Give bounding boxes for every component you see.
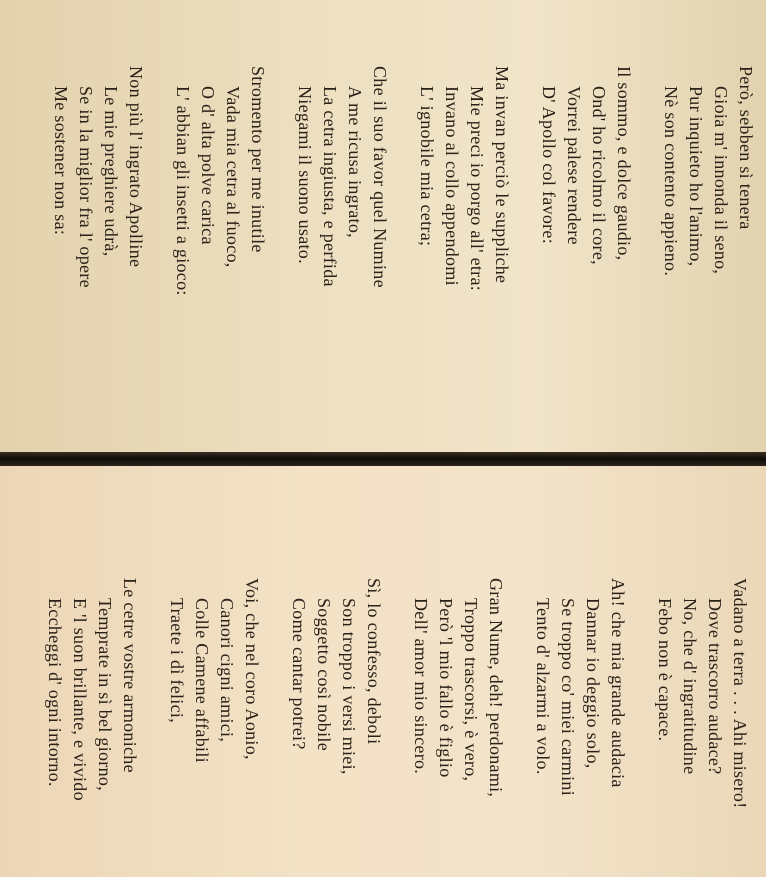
verse-line: Me sostener non sa: [51, 86, 71, 236]
stanza-gap [514, 66, 536, 296]
verse-line: Canori cigni amici, [217, 598, 237, 743]
verse-line: Se in la miglior fra l' opere [76, 86, 96, 288]
verse-line: Però, sebben sì tenera [736, 66, 756, 230]
verse-line: Traete i dì felici, [167, 598, 187, 724]
verse-line: Vadano a terra . . . Ahi misero! [730, 578, 750, 809]
verse-line: Temprate in sì bel giorno, [95, 598, 115, 791]
stanza-gap [630, 578, 652, 809]
verse-line: L' ignobile mia cetra; [417, 86, 437, 247]
stanza [414, 66, 514, 296]
verse-line: Il sommo, e dolce gaudio, [614, 66, 634, 261]
verse-line: Come cantar potrei? [289, 598, 309, 750]
stanza [536, 66, 636, 296]
verse-line: Dannar io deggio solo, [583, 598, 603, 769]
verse-line: A me ricusa ingrato, [345, 86, 365, 238]
verse-line: D' Apollo col favore: [539, 86, 559, 245]
stanza-gap [270, 66, 292, 296]
verse-line: Tento d' alzarmi a volo. [533, 598, 553, 775]
verse-line: Invano al collo appendomi [442, 86, 462, 286]
stanza [286, 578, 386, 809]
verse-line: Ond' ho ricolmo il core, [589, 86, 609, 265]
verse-line: Vada mia cetra al fuoco, [223, 86, 243, 268]
verse-line: Vorrei palese rendere [564, 86, 584, 245]
verse-line: Pur inquieto ho l'animo, [686, 86, 706, 267]
stanza [530, 578, 630, 809]
stanza-gap [148, 66, 170, 296]
stanza [408, 578, 508, 809]
verse-line: Le cetre vostre armoniche [120, 578, 140, 773]
verse-line: Non più l' ingrato Apolline [126, 66, 146, 268]
verse-line: Stromento per me inutile [248, 66, 268, 253]
verse-line: Nè son contento appieno. [661, 86, 681, 277]
lower-page [0, 466, 766, 877]
stanza-gap [392, 66, 414, 296]
verse-line: Febo non è capace. [655, 598, 675, 742]
stanza [42, 578, 142, 809]
verse-line: Ma invan perciò le suppliche [492, 66, 512, 284]
verse-line: Se troppo co' miei carmini [558, 598, 578, 796]
verse-line: Colle Camene affabili [192, 598, 212, 763]
upper-page-text [48, 66, 758, 296]
verse-line: La cetra ingiusta, e perfida [320, 86, 340, 287]
verse-line: Che il suo favor quel Numine [370, 66, 390, 288]
verse-line: O d' alta polve carica [198, 86, 218, 245]
verse-line: Niegami il suono usato. [295, 86, 315, 264]
stanza [652, 578, 752, 809]
lower-page-text [42, 578, 752, 809]
verse-line: Le mie preghiere udrà, [101, 86, 121, 257]
stanza-gap [636, 66, 658, 296]
verse-line: Soggetto così nobile [314, 598, 334, 751]
stanza-gap [264, 578, 286, 809]
verse-line: Dove trascorro audace? [705, 598, 725, 775]
verse-line: No, che d' ingratitudine [680, 598, 700, 775]
verse-line: Son troppo i versi miei, [339, 598, 359, 775]
verse-line: Mie preci io porgo all' etra: [467, 86, 487, 292]
verse-line: Però 'l mio fallo è figlio [436, 598, 456, 778]
stanza-gap [142, 578, 164, 809]
verse-line: Gran Nume, deh! perdonami, [486, 578, 506, 798]
stanza [170, 66, 270, 296]
verse-line: L' abbian gli insetti a gioco: [173, 86, 193, 296]
stanza-gap [386, 578, 408, 809]
stanza [292, 66, 392, 296]
verse-line: Voi, che nel coro Aonio, [242, 578, 262, 760]
stanza [164, 578, 264, 809]
verse-line: E 'l suon brillante, e vivido [70, 598, 90, 801]
verse-line: Dell' amor mio sincero. [411, 598, 431, 775]
verse-line: Ah! che mia grande audacia [608, 578, 628, 788]
verse-line: Gioia m' innonda il seno, [711, 86, 731, 275]
verse-line: Eccheggi d' ogni intorno. [45, 598, 65, 787]
verse-line: Sì, lo confesso, deboli [364, 578, 384, 745]
verse-line: Troppo trascorsi, è vero, [461, 598, 481, 782]
stanza-gap [508, 578, 530, 809]
book-gutter [0, 452, 766, 466]
stanza [48, 66, 148, 296]
stanza [658, 66, 758, 296]
